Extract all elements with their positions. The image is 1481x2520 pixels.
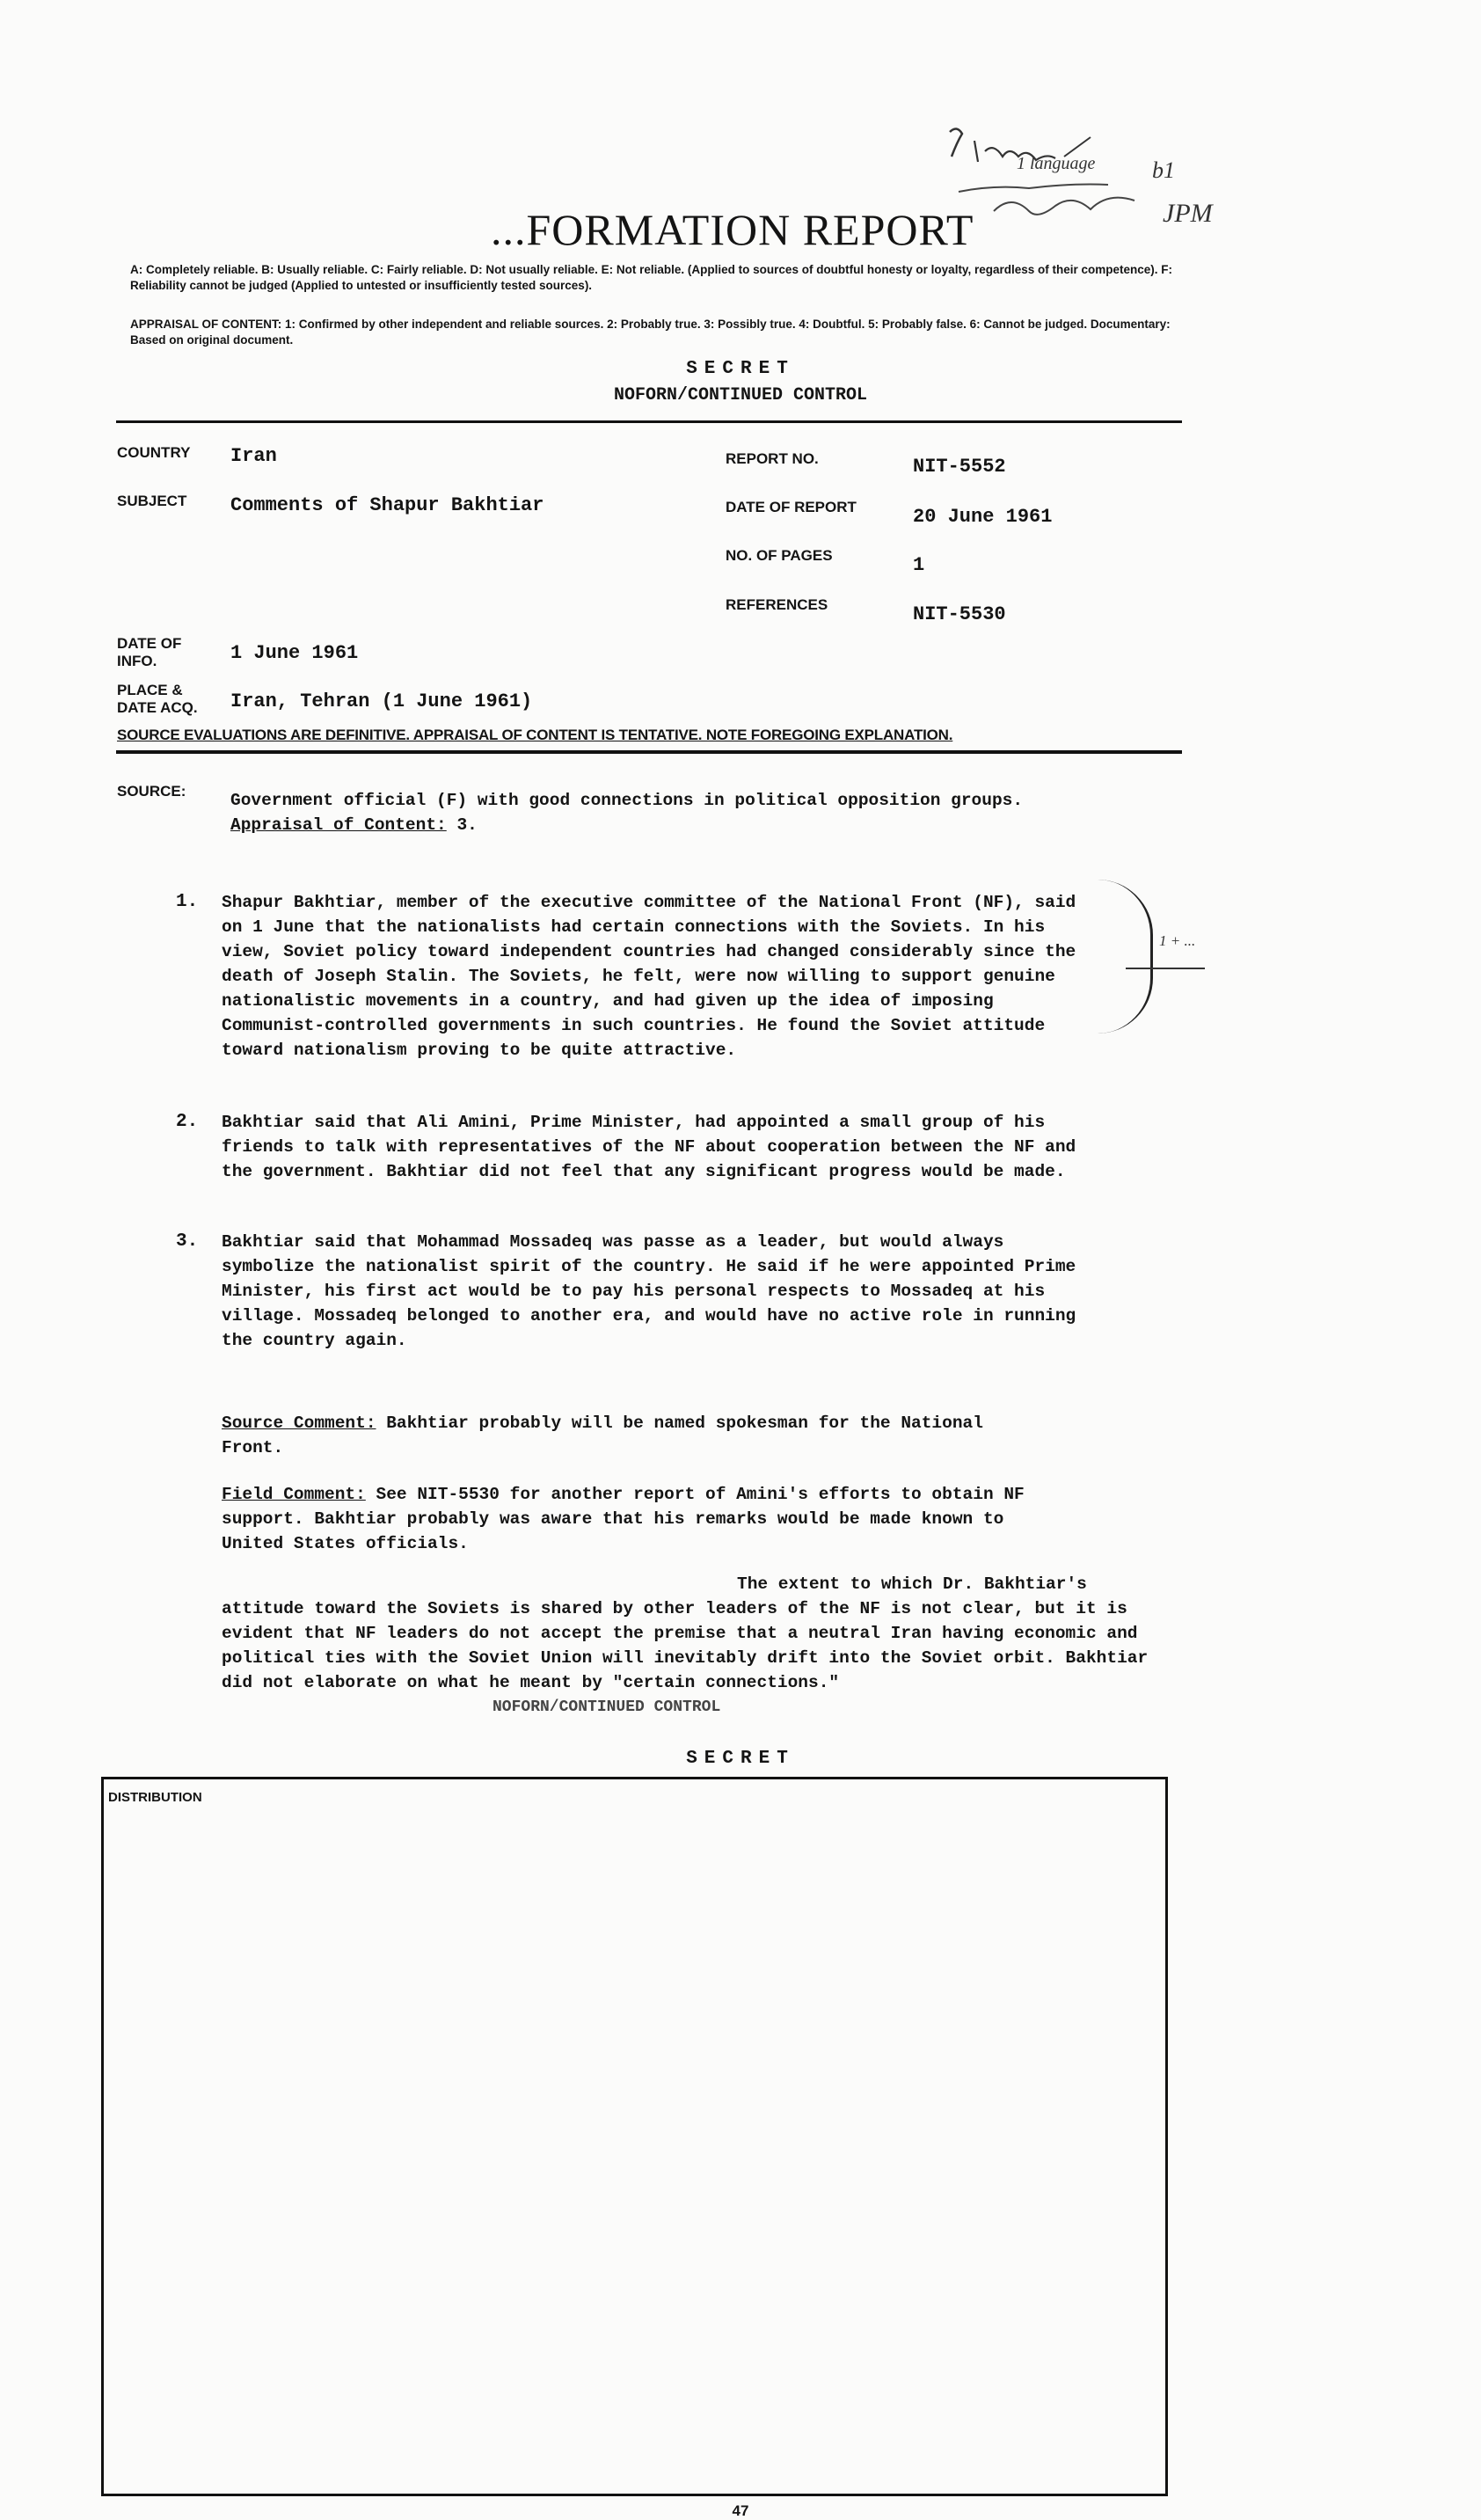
references-value: NIT-5530: [913, 603, 1006, 625]
references-label: REFERENCES: [726, 596, 828, 613]
date-of-report-label: DATE OF REPORT: [726, 499, 857, 515]
no-of-pages-label: NO. OF PAGES: [726, 547, 833, 564]
source-text: Government official (F) with good connections in political opposition groups.: [230, 791, 1024, 810]
paragraph-text: Bakhtiar said that Ali Amini, Prime Minister, had appointed a small group of his friends to talk with representatives of the NF about cooperation between the NF and the government. Bakhtiar did not feel that any significant progress would be made.: [222, 1113, 1076, 1181]
country-label: COUNTRY: [117, 444, 191, 461]
paragraph-number: 2.: [176, 1112, 199, 1132]
margin-rule: [1126, 968, 1205, 969]
handwritten-annotation: [932, 114, 1231, 246]
field-comment-continuation: The extent to which Dr. Bakhtiar's: [737, 1574, 1087, 1594]
margin-note: 1 + ...: [1159, 932, 1196, 949]
control-marking-overlay: NOFORN/CONTINUED CONTROL: [492, 1698, 721, 1716]
place-date-acq-value: Iran, Tehran (1 June 1961): [230, 690, 533, 712]
distribution-label: DISTRIBUTION: [108, 1790, 202, 1805]
appraisal-value: 3.: [456, 815, 478, 835]
report-no-label: REPORT NO.: [726, 450, 819, 467]
appraisal-line: [230, 813, 478, 837]
source-comment-label: Source Comment:: [222, 1413, 376, 1433]
source-evaluation-note: SOURCE EVALUATIONS ARE DEFINITIVE. APPRAISAL OF CONTENT IS TENTATIVE. NOTE FOREGOING EXPLANATION.: [117, 727, 953, 743]
field-comment-text: See NIT-5530 for another report of Amini's efforts to obtain NF support. Bakhtiar probably was aware that his remarks would be made known to United States officials.: [222, 1485, 1025, 1553]
distribution-box: [101, 1777, 1168, 2496]
classification-bottom: SECRET: [686, 1749, 795, 1769]
header-divider: [116, 420, 1182, 423]
date-of-report-value: 20 June 1961: [913, 506, 1053, 528]
handwritten-language: 1 language: [1017, 154, 1096, 173]
explanation-divider: [116, 750, 1182, 754]
classification-top: SECRET: [686, 359, 795, 379]
field-comment-text-2: attitude toward the Soviets is shared by other leaders of the NF is not clear, but it is evident that NF leaders do not accept the premise that a neutral Iran having economic and political ties with the Soviet Union will inevitably drift into the Soviet orbit. Bakhtiar did not elaborate on what he meant by "certain connections.": [222, 1599, 1149, 1692]
control-marking-top: NOFORN/CONTINUED CONTROL: [613, 385, 868, 405]
source-comment-text: Bakhtiar probably will be named spokesman for the National Front.: [222, 1413, 983, 1457]
place-date-acq-label: PLACE & DATE ACQ.: [117, 682, 198, 716]
source-reliability-legend: A: Completely reliable. B: Usually reliable. C: Fairly reliable. D: Not usually reliable. E: Not reliable. (Applied to sources of doubtful honesty or loyalty, regardless of their competence). F: Reliability cannot be judged (Applied to untested or insufficiently tested sources).: [130, 263, 1173, 292]
date-of-info-value: 1 June 1961: [230, 642, 359, 664]
source-comment: [222, 1411, 1031, 1460]
paragraph-number: 3.: [176, 1231, 199, 1252]
handwritten-initials: JPM: [1163, 199, 1213, 228]
paragraph-number: 1.: [176, 892, 199, 912]
no-of-pages-value: 1: [913, 554, 925, 576]
page-number: 47: [732, 2502, 749, 2519]
country-value: Iran: [230, 445, 277, 467]
field-comment: [222, 1482, 1066, 1556]
appraisal-label: Appraisal of Content:: [230, 815, 447, 835]
date-of-info-label: DATE OF INFO.: [117, 635, 182, 669]
report-no-value: NIT-5552: [913, 456, 1006, 478]
subject-label: SUBJECT: [117, 493, 187, 509]
field-comment-label: Field Comment:: [222, 1485, 366, 1504]
subject-value: Comments of Shapur Bakhtiar: [230, 494, 544, 516]
appraisal-legend: APPRAISAL OF CONTENT: 1: Confirmed by other independent and reliable sources. 2: Probably true. 3: Possibly true. 4: Doubtful. 5: Probably false. 6: Cannot be judged. Documentary: Based on original document.: [130, 318, 1171, 347]
paragraph-text: Bakhtiar said that Mohammad Mossadeq was passe as a leader, but would always symbolize the nationalist spirit of the country. He said if he were appointed Prime Minister, his first act would be to pay his personal respects to Mossadeq at his village. Mossadeq belonged to another era, and would have no active role in running the country again.: [222, 1232, 1076, 1350]
source-label: SOURCE:: [117, 783, 186, 800]
margin-bracket: [1098, 880, 1153, 1034]
report-title: ...FORMATION REPORT: [491, 205, 974, 254]
handwritten-b1: b1: [1152, 157, 1175, 183]
paragraph-text: Shapur Bakhtiar, member of the executive committee of the National Front (NF), said on 1 June that the nationalists had certain connections with the Soviets. In his view, Soviet policy toward independent countries had changed considerably since the death of Joseph Stalin. The Soviets, he felt, were now willing to support genuine nationalistic movements in a country, and had given up the idea of imposing Communist-controlled governments in such countries. He found the Soviet attitude toward nationalism proving to be quite attractive.: [222, 893, 1076, 1060]
